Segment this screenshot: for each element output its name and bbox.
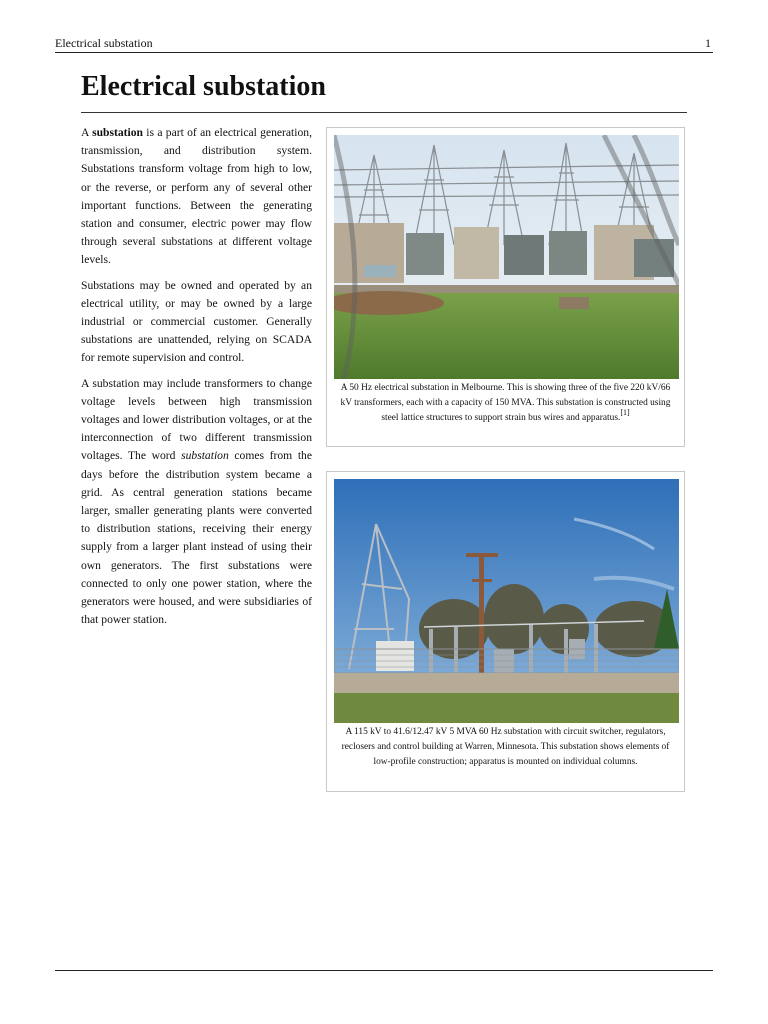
figure-warren-caption: A 115 kV to 41.6/12.47 kV 5 MVA 60 Hz substation with circuit switcher, regulators, reclosers and control building at Warren, Minnesota. This substation shows elements of low-profile construction; apparatus is mounted on individual columns. (341, 727, 670, 767)
paragraph-1-rest: is a part of an electrical generation, transmission, and distribution system. Substations transform voltage from high to low, or the reverse, or perform any of several other important functions. Between the generating station and consumer, electric power may flow through several substations at different voltage levels. (81, 126, 312, 267)
article-title: Electrical substation (81, 70, 687, 113)
running-header-title: Electrical substation (55, 36, 153, 50)
figure-melbourne-substation (326, 127, 685, 447)
paragraph-1 (81, 124, 312, 270)
running-header (55, 36, 713, 53)
paragraph-1-lead: A (81, 126, 93, 139)
melbourne-substation-photo[interactable] (334, 135, 679, 379)
warren-substation-photo[interactable] (334, 479, 679, 723)
term-substation-italic: substation (181, 449, 229, 463)
figure-warren-substation (326, 471, 685, 792)
figure-melbourne-caption (336, 381, 675, 426)
paragraph-3-rest: comes from the days before the distribution system became a grid. As central generation stations became larger, smaller generating plants were converted to distribution stations, receiving their energy supply from a larger plant instead of using their own generators. The first substations were connected to only one power station, where the generators were housed, and were subsidiaries of that power station. (81, 449, 312, 627)
page-number: 1 (705, 36, 711, 50)
term-substation: substation (92, 126, 143, 139)
paragraph-3 (81, 375, 312, 630)
footer-rule (55, 970, 713, 971)
citation-link[interactable]: [1] (620, 408, 630, 417)
article-body (81, 124, 312, 636)
caption-text: A 50 Hz electrical substation in Melbourne. This is showing three of the five 220 kV/66 kV transformers, each with a capacity of 150 MVA. This substation is constructed using steel lattice structures to support strain bus wires and apparatus. (340, 383, 671, 423)
paragraph-2: Substations may be owned and operated by an electrical utility, or may be owned by a large industrial or commercial customer. Generally substations are unattended, relying on SCADA for remote supervision and control. (81, 278, 312, 365)
paragraph-3-lead: A substation may include transformers to change voltage levels between high transmission voltages and lower distribution voltages, or at the interconnection of two different transmission voltages. The word (81, 376, 312, 463)
